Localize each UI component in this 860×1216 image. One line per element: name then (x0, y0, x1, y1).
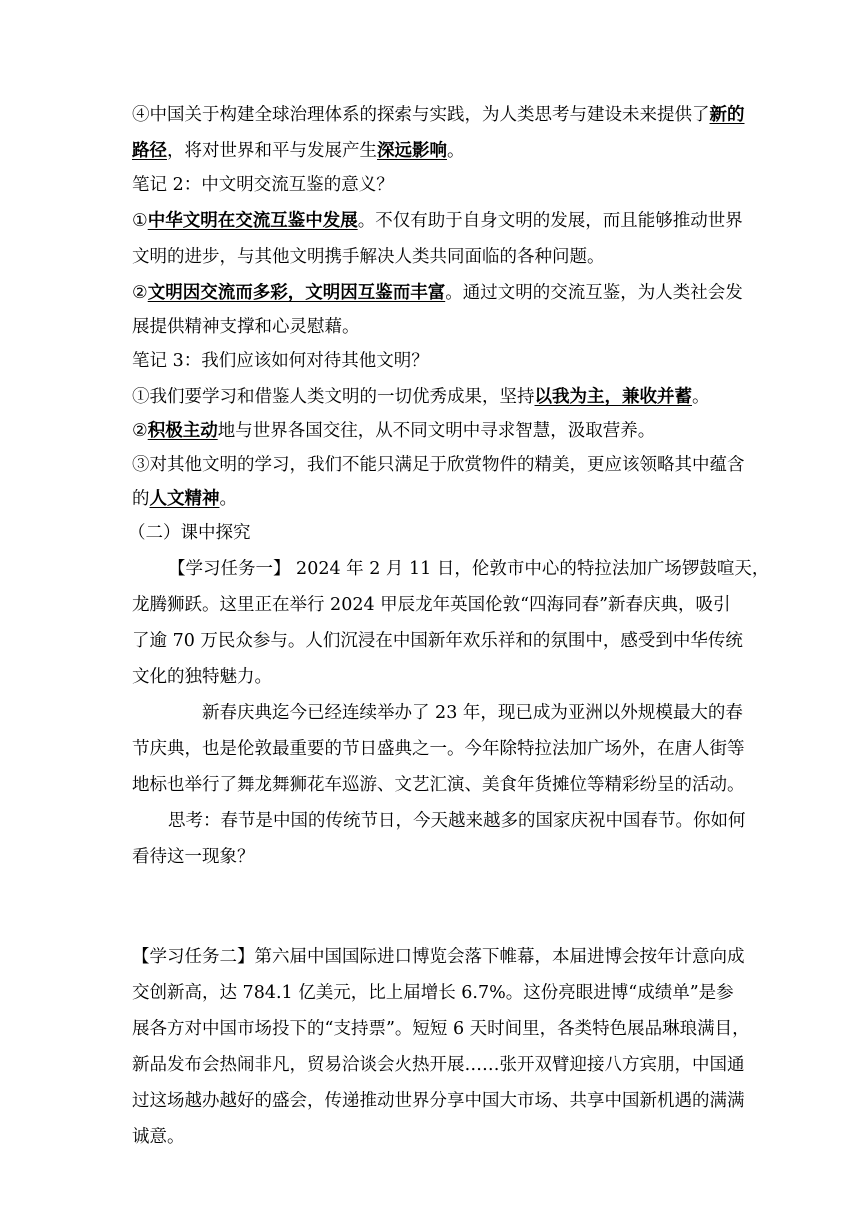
note2-item2-line1 (132, 282, 743, 304)
para1-line1 (132, 104, 745, 126)
key-phrase: 以我为主，兼收并蓄 (534, 387, 692, 407)
item-marker: ② (132, 283, 148, 303)
task1-line6: 节庆典，也是伦敦最重要的节日盛典之一。今年除特拉法加广场外，在唐人街等 (132, 739, 745, 759)
task1-line5: 新春庆典迄今已经连续举办了 23 年，现已成为亚洲以外规模最大的春 (202, 703, 743, 723)
task1-question-line1: 思考：春节是中国的传统节日，今天越来越多的国家庆祝中国春节。你如何 (168, 811, 746, 831)
key-phrase: 人文精神 (149, 489, 220, 509)
task1-question-line2: 看待这一现象？ (132, 847, 255, 867)
para1-text: 。 (447, 141, 465, 161)
key-phrase: 中华文明在交流互鉴中发展 (147, 211, 358, 231)
key-phrase: 文明因交流而多彩，文明因互鉴而丰富 (147, 283, 446, 303)
key-phrase: 路径 (132, 141, 167, 161)
para1-text: ，将对世界和平与发展产生 (167, 141, 377, 161)
item-text: 。 (692, 387, 710, 407)
task1-line2: 龙腾狮跃。这里正在举行 2024 甲辰龙年英国伦敦“四海同春”新春庆典，吸引 (132, 595, 731, 615)
note3-item1 (132, 386, 710, 408)
item-text: 的 (132, 489, 150, 509)
para1-line2 (132, 140, 465, 162)
item-text: 。通过文明的交流互鉴，为人类社会发 (445, 283, 743, 303)
task2-line6: 诚意。 (132, 1127, 185, 1147)
key-phrase: 积极主动 (147, 421, 218, 441)
section-heading: （二）课中探究 (128, 523, 251, 543)
task1-line4: 文化的独特魅力。 (132, 667, 272, 687)
key-phrase: 深远影响 (377, 141, 447, 161)
note3-item3-line1: ③对其他文明的学习，我们不能只满足于欣赏物件的精美，更应该领略其中蕴含 (132, 455, 745, 475)
note2-item2-line2: 展提供精神支撑和心灵慰藉。 (132, 317, 360, 337)
task1-line7: 地标也举行了舞龙舞狮花车巡游、文艺汇演、美食年货摊位等精彩纷呈的活动。 (132, 775, 745, 795)
item-text: 。 (219, 489, 237, 509)
task2-line1: 【学习任务二】第六届中国国际进口博览会落下帷幕，本届进博会按年计意向成 (132, 947, 745, 967)
key-phrase: 新的 (709, 105, 745, 125)
item-text: 地与世界各国交往，从不同文明中寻求智慧，汲取营养。 (217, 421, 656, 441)
note3-item2 (132, 420, 655, 442)
note3-title: 笔记 3：我们应该如何对待其他文明？ (132, 351, 429, 371)
item-text: 。不仅有助于自身文明的发展，而且能够推动世界 (357, 211, 743, 231)
task2-line3: 展各方对中国市场投下的“支持票”。短短 6 天时间里，各类特色展品琳琅满目， (132, 1019, 750, 1039)
item-marker: ② (132, 421, 148, 441)
task1-line3: 了逾 70 万民众参与。人们沉浸在中国新年欢乐祥和的氛围中，感受到中华传统 (132, 631, 743, 651)
task2-line4: 新品发布会热闹非凡，贸易洽谈会火热开展……张开双臂迎接八方宾朋，中国通 (132, 1055, 745, 1075)
item-text: ①我们要学习和借鉴人类文明的一切优秀成果，坚持 (132, 387, 535, 407)
item-marker: ① (132, 211, 148, 231)
para1-text: ④中国关于构建全球治理体系的探索与实践，为人类思考与建设未来提供了 (132, 105, 710, 125)
task2-line2: 交创新高，达 784.1 亿美元，比上届增长 6.7%。这份亮眼进博“成绩单”是参 (132, 983, 734, 1003)
task1-line1: 【学习任务一】 2024 年 2 月 11 日，伦敦市中心的特拉法加广场锣鼓喧天， (168, 559, 770, 579)
note2-item1-line1 (132, 210, 743, 232)
task2-line5: 过这场越办越好的盛会，传递推动世界分享中国大市场、共享中国新机遇的满满 (132, 1091, 745, 1111)
note2-item1-line2: 文明的进步，与其他文明携手解决人类共同面临的各种问题。 (132, 247, 605, 267)
note2-title: 笔记 2：中文明交流互鉴的意义？ (132, 175, 394, 195)
note3-item3-line2 (132, 488, 237, 510)
